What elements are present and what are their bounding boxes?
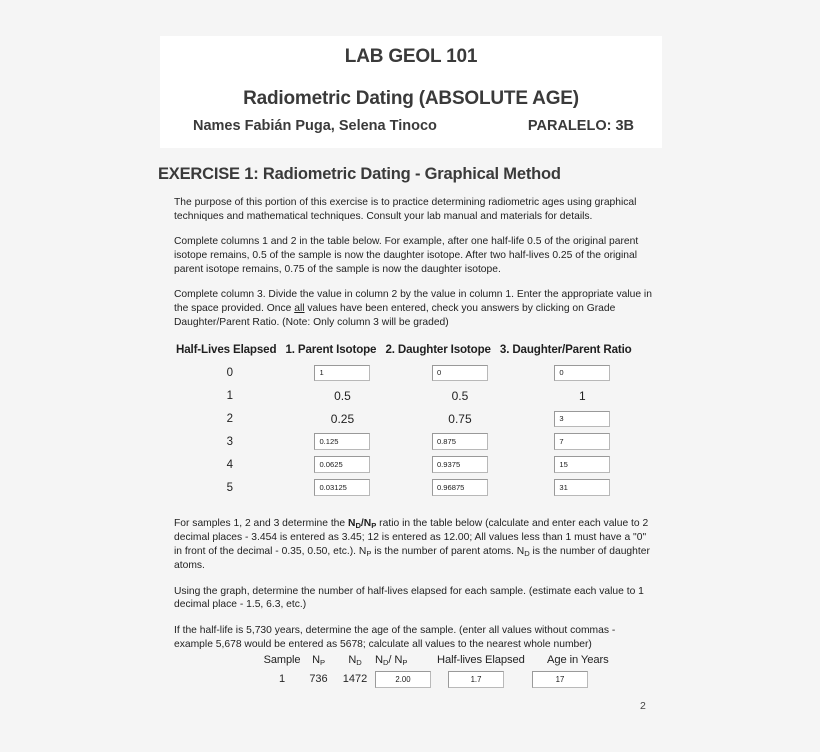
half-lives-column-header: Half-lives Elapsed	[437, 654, 525, 666]
sample-number: 1	[278, 673, 286, 685]
daughter-isotope-cell	[401, 433, 519, 450]
intro-paragraph-3-emphasis: all	[294, 303, 305, 315]
nd-np-ratio-input[interactable]: 2.00	[375, 671, 431, 688]
nd-header-subscript: D	[356, 658, 362, 667]
column-header-daughter-isotope: 2. Daughter Isotope	[385, 343, 491, 356]
sample-table-body	[262, 670, 637, 688]
daughter-isotope-value: 0.75	[448, 411, 472, 426]
instructions-text-block	[174, 517, 656, 663]
table-row	[176, 407, 646, 430]
daughter-parent-ratio-value: 1	[579, 388, 586, 403]
names-row	[160, 118, 662, 134]
age-in-years-cell	[515, 671, 605, 688]
daughter-parent-ratio-input[interactable]: 0	[554, 365, 610, 381]
parent-isotope-value: 0.25	[330, 411, 355, 426]
parent-isotope-cell	[284, 433, 402, 450]
np-subscript: P	[371, 521, 377, 530]
sample-table	[262, 654, 637, 688]
nd-np-symbol	[348, 518, 376, 529]
parent-isotope-value: 0.5	[334, 388, 351, 403]
ratio-paragraph-mid: ratio in the table below (calculate and enter each value to 2 decimal places - 3.454 is entered as 3.45; 12 is entered as 12.00; All values less than 1 must have a "0" in front of the decimal - 0.35, 0.50, etc.). N	[174, 518, 649, 557]
column-header-half-lives: Half-Lives Elapsed	[176, 343, 277, 356]
half-lives-table-body	[176, 361, 646, 499]
nd-header-letter: N	[348, 654, 357, 666]
sample-table-row	[262, 670, 637, 688]
intro-paragraph-3	[174, 288, 656, 329]
document-header-card	[160, 36, 662, 148]
daughter-isotope-cell	[401, 389, 519, 403]
half-lives-value: 1	[226, 389, 234, 402]
parent-isotope-cell	[284, 365, 402, 381]
intro-paragraph-1: The purpose of this portion of this exercise is to practice determining radiometric ages using graphical techniques and mathematical techniques. Consult your lab manual and materials for details.	[174, 197, 637, 222]
table-row	[176, 453, 646, 476]
half-lives-table	[176, 343, 646, 499]
daughter-isotope-input[interactable]: 0.875	[432, 433, 488, 450]
parent-isotope-cell	[284, 412, 402, 426]
table-row	[176, 476, 646, 499]
daughter-isotope-input[interactable]: 0.96875	[432, 479, 488, 496]
nd-subscript-2: D	[524, 548, 530, 558]
half-lives-value: 3	[226, 435, 234, 448]
daughter-parent-ratio-cell	[519, 433, 646, 450]
intro-paragraph-3-part-b: values have been entered, check you answers by clicking on Grade Daughter/Parent Ratio. (Note: Only column 3 will be graded)	[174, 303, 616, 328]
daughter-parent-ratio-cell	[519, 389, 646, 403]
nd-symbol: N	[348, 518, 356, 529]
exercise-heading: EXERCISE 1: Radiometric Dating - Graphical Method	[158, 165, 561, 183]
daughter-isotope-cell	[401, 412, 519, 426]
daughter-isotope-cell	[401, 365, 519, 381]
sample-column-header: Sample	[263, 654, 301, 666]
ratio-header-sub-p: P	[402, 658, 408, 667]
np-value: 736	[309, 673, 328, 685]
half-lives-table-header-row	[176, 343, 646, 356]
age-column-header: Age in Years	[547, 654, 609, 666]
intro-paragraph-2: Complete columns 1 and 2 in the table below. For example, after one half-life 0.5 of the original parent isotope remains, 0.5 of the sample is now the daughter isotope. After two half-lives 0.25 of the original parent isotope remains, 0.75 of the sample is now the daughter isotope.	[174, 236, 639, 275]
half-life-instruction-paragraph: If the half-life is 5,730 years, determine the age of the sample. (enter all values without commas - example 5,678 would be entered as 5678; calculate all values to the nearest whole number)	[174, 624, 616, 650]
half-lives-value: 2	[226, 412, 234, 425]
daughter-parent-ratio-cell	[519, 456, 646, 473]
np-header-subscript: P	[319, 658, 325, 667]
sample-table-header-row	[262, 654, 637, 667]
parent-isotope-input[interactable]: 1	[314, 365, 370, 381]
daughter-parent-ratio-input[interactable]: 3	[554, 411, 610, 427]
page-title: LAB GEOL 101	[344, 46, 478, 67]
intro-text-block	[174, 196, 656, 342]
half-lives-value: 5	[226, 481, 234, 494]
graph-instruction-paragraph: Using the graph, determine the number of half-lives elapsed for each sample. (estimate each value to 1 decimal place - 1.5, 6.3, etc.)	[174, 585, 644, 611]
ratio-column-header	[375, 654, 437, 667]
daughter-isotope-input[interactable]: 0	[432, 365, 488, 381]
ratio-paragraph-tail: is the number of daughter atoms.	[174, 545, 650, 571]
paralelo-label: PARALELO: 3B	[527, 118, 634, 134]
nd-subscript: D	[355, 521, 361, 530]
table-row	[176, 430, 646, 453]
np-header-letter: N	[312, 654, 320, 666]
student-names: Names Fabián Puga, Selena Tinoco	[193, 118, 437, 134]
daughter-parent-ratio-input[interactable]: 31	[554, 479, 610, 496]
page-number: 2	[640, 700, 646, 712]
nd-value: 1472	[342, 673, 368, 685]
daughter-isotope-cell	[401, 456, 519, 473]
parent-isotope-input[interactable]: 0.0625	[314, 456, 370, 473]
parent-isotope-cell	[284, 479, 402, 496]
parent-isotope-input[interactable]: 0.125	[314, 433, 370, 450]
table-row	[176, 361, 646, 384]
nd-column-header	[335, 654, 375, 667]
ratio-header-sub-d: D	[382, 658, 389, 667]
intro-paragraph-3-part-a: Complete column 3. Divide the value in column 2 by the value in column 1. Enter the appropriate value in the space provided. Once	[174, 289, 652, 315]
half-lives-value: 0	[226, 366, 234, 379]
half-lives-elapsed-input[interactable]: 1.7	[448, 671, 504, 688]
ratio-paragraph-mid-2: is the number of parent atoms. N	[371, 545, 525, 557]
table-row	[176, 384, 646, 407]
daughter-isotope-cell	[401, 479, 519, 496]
np-column-header	[302, 654, 335, 667]
np-subscript-2: P	[366, 548, 372, 558]
daughter-parent-ratio-cell	[519, 479, 646, 496]
daughter-isotope-value: 0.5	[451, 388, 469, 403]
ratio-header-letter: N	[375, 654, 383, 666]
page-subtitle: Radiometric Dating (ABSOLUTE AGE)	[243, 88, 579, 109]
age-in-years-input[interactable]: 17	[532, 671, 588, 688]
nd-np-ratio-cell	[375, 671, 437, 688]
daughter-parent-ratio-cell	[519, 411, 646, 427]
parent-isotope-input[interactable]: 0.03125	[314, 479, 370, 496]
nd-np-ratio-paragraph	[174, 517, 656, 573]
daughter-isotope-input[interactable]: 0.9375	[432, 456, 488, 473]
parent-isotope-cell	[284, 389, 402, 403]
daughter-parent-ratio-input[interactable]: 7	[554, 433, 610, 450]
daughter-parent-ratio-input[interactable]: 15	[554, 456, 610, 473]
ratio-slash: /N	[360, 518, 372, 529]
parent-isotope-cell	[284, 456, 402, 473]
half-lives-value: 4	[226, 458, 234, 471]
half-lives-elapsed-cell	[437, 671, 515, 688]
ratio-header-mid: / N	[388, 654, 403, 666]
ratio-paragraph-lead: For samples 1, 2 and 3 determine the	[174, 518, 348, 529]
column-header-daughter-parent-ratio: 3. Daughter/Parent Ratio	[499, 343, 632, 356]
daughter-parent-ratio-cell	[519, 365, 646, 381]
column-header-parent-isotope: 1. Parent Isotope	[285, 343, 377, 356]
